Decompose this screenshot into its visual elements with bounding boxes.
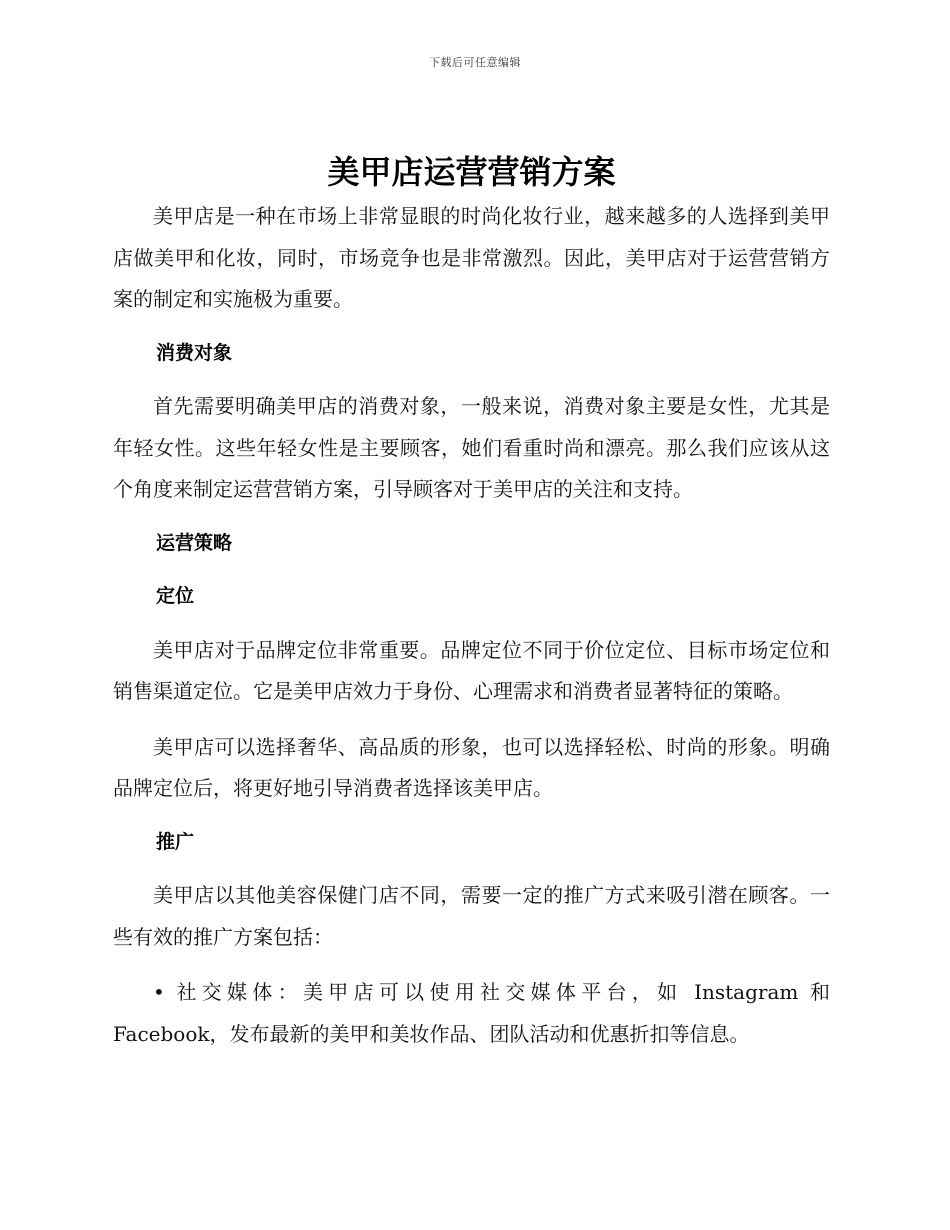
positioning-paragraph-2: 美甲店可以选择奢华、高品质的形象，也可以选择轻松、时尚的形象。明确品牌定位后，将更好地引导消费者选择该美甲店。: [113, 734, 830, 800]
document-title: 美甲店运营营销方案: [327, 153, 616, 191]
section-heading-consumers: 消费对象: [156, 341, 233, 364]
section-heading-promotion: 推广: [156, 830, 195, 853]
header-note: 下载后可任意编辑: [429, 56, 521, 69]
intro-paragraph: 美甲店是一种在市场上非常显眼的时尚化妆行业，越来越多的人选择到美甲店做美甲和化妆，同时，市场竞争也是非常激烈。因此，美甲店对于运营营销方案的制定和实施极为重要。: [113, 204, 830, 311]
promotion-bullet-social-media: • 社交媒体：美甲店可以使用社交媒体平台，如 Instagram 和 Facebook，发布最新的美甲和美妆作品、团队活动和优惠折扣等信息。: [113, 980, 830, 1046]
promotion-paragraph-1: 美甲店以其他美容保健门店不同，需要一定的推广方式来吸引潜在顾客。一些有效的推广方案包括：: [113, 883, 830, 949]
consumers-paragraph: 首先需要明确美甲店的消费对象，一般来说，消费对象主要是女性，尤其是年轻女性。这些年轻女性是主要顾客，她们看重时尚和漂亮。那么我们应该从这个角度来制定运营营销方案，引导顾客对于美甲店的关注和支持。: [113, 394, 830, 501]
section-heading-strategy: 运营策略: [156, 531, 233, 554]
section-heading-positioning: 定位: [156, 585, 195, 607]
positioning-paragraph-1: 美甲店对于品牌定位非常重要。品牌定位不同于价位定位、目标市场定位和销售渠道定位。它是美甲店效力于身份、心理需求和消费者显著特征的策略。: [113, 637, 830, 703]
document-body: [113, 148, 830, 1055]
